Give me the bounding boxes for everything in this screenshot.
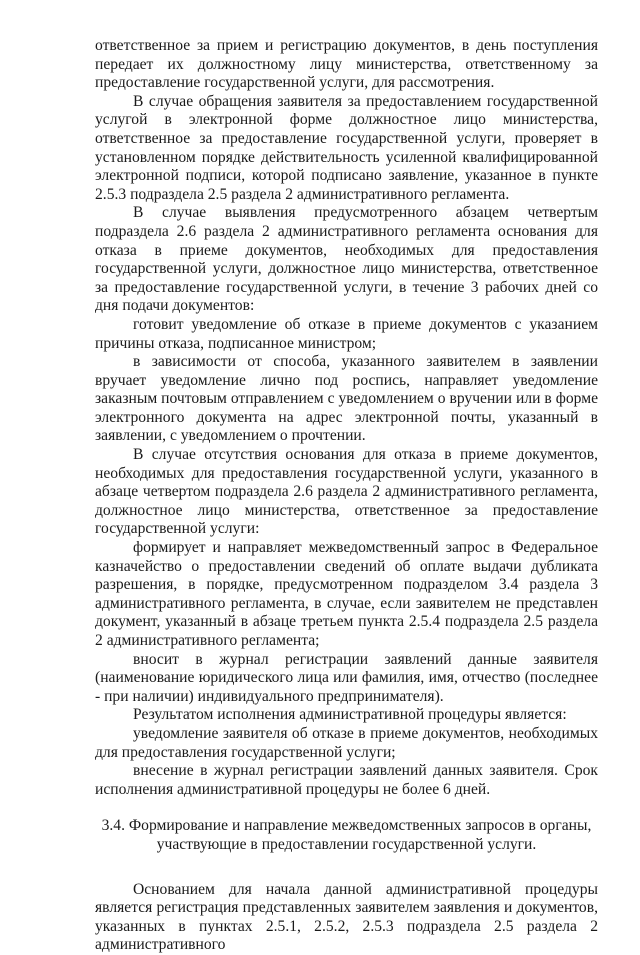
section-heading-line-1: 3.4. Формирование и направление межведомственных запросов в органы, xyxy=(101,817,592,835)
document-body xyxy=(95,37,598,955)
section-heading-3-4 xyxy=(95,817,598,854)
paragraph-procedure-basis: Основанием для начала данной административной процедуры является регистрация представленных заявителем заявления и документов, указанных в пунктах 2.5.1, 2.5.2, 2.5.3 подраздела 2.5 раздела 2 административного xyxy=(95,880,598,954)
paragraph-register-journal: вносит в журнал регистрации заявлений данные заявителя (наименование юридического лица или фамилия, имя, отчество (последнее - при наличии) индивидуального предпринимателя). xyxy=(95,650,598,705)
paragraph-interagency-request: формирует и направляет межведомственный запрос в Федеральное казначейство о предоставлении сведений об оплате выдачи дубликата разрешения, в порядке, предусмотренном подразделом 3.4 раздела 3 административного регламента, в случае, если заявителем не представлен документ, указанный в абзаце третьем пункта 2.5.4 подраздела 2.5 раздела 2 административного регламента; xyxy=(95,539,598,649)
paragraph-continuation: ответственное за прием и регистрацию документов, в день поступления передает их должностному лицу министерства, ответственному за предоставление государственной услуги, для рассмотрения. xyxy=(95,37,598,92)
paragraph-deliver-notice: в зависимости от способа, указанного заявителем в заявлении вручает уведомление лично под роспись, направляет уведомление заказным почтовым отправлением с уведомлением о вручении или в форме электронного документа на адрес электронной почты, указанный в заявлении, с уведомлением о прочтении. xyxy=(95,353,598,445)
paragraph-refusal-grounds: В случае выявления предусмотренного абзацем четвертым подраздела 2.6 раздела 2 административного регламента основания для отказа в приеме документов, необходимых для предоставления государственной услуги, должностное лицо министерства, ответственное за предоставление государственной услуги, в течение 3 рабочих дней со дня подачи документов: xyxy=(95,204,598,315)
paragraph-prepare-refusal-notice: готовит уведомление об отказе в приеме документов с указанием причины отказа, подписанное министром; xyxy=(95,315,598,352)
paragraph-result-notification: уведомление заявителя об отказе в приеме документов, необходимых для предоставления государственной услуги; xyxy=(95,724,598,761)
paragraph-no-refusal-grounds: В случае отсутствия основания для отказа в приеме документов, необходимых для предоставления государственной услуги, указанного в абзаце четвертом подраздела 2.6 раздела 2 административного регламента, должностное лицо министерства, ответственное за предоставление государственной услуги: xyxy=(95,446,598,538)
paragraph-procedure-result: Результатом исполнения административной процедуры является: xyxy=(133,706,567,724)
paragraph-electronic-signature-check: В случае обращения заявителя за предоставлением государственной услугой в электронной форме должностное лицо министерства, ответственное за предоставление государственной услуги, проверяет в установленном порядке действительность усиленной квалифицированной электронной подписи, которой подписано заявление, указанное в пункте 2.5.3 подраздела 2.5 раздела 2 административного регламента. xyxy=(95,92,598,203)
section-heading-line-2: участвующие в предоставлении государственной услуги. xyxy=(156,835,537,853)
paragraph-result-journal-entry: внесение в журнал регистрации заявлений данных заявителя. Срок исполнения административной процедуры не более 6 дней. xyxy=(95,762,598,798)
